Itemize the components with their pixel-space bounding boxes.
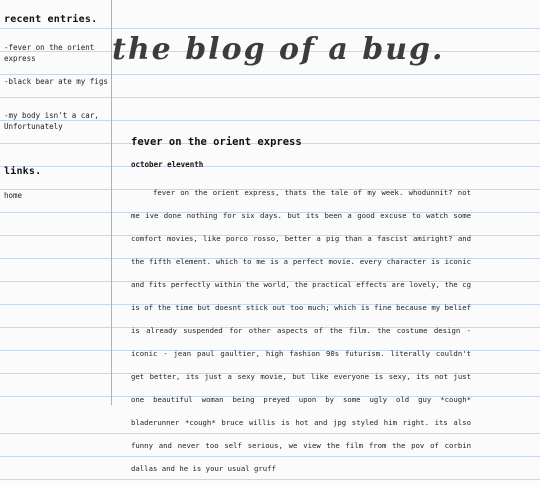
entry-item[interactable] [4, 42, 108, 64]
post-title: fever on the orient express [131, 136, 302, 148]
home-link[interactable]: home [4, 191, 23, 200]
entry-link-black-bear[interactable]: -black bear ate my figs [4, 77, 108, 86]
entry-item[interactable] [4, 76, 108, 87]
blog-post [131, 136, 471, 487]
sidebar [4, 14, 108, 200]
recent-entries-heading: recent entries. [4, 14, 98, 25]
entry-item[interactable] [4, 110, 108, 132]
post-body: fever on the orient express, thats the tale of my week. whodunnit? not me ive done nothing for six days. but its been a good excuse to watch some comfort movies, like porco rosso, better a pig than a fascist amiright? and the fifth element. which to me is a perfect movie. every character is iconic and fits perfectly within the world, the practical effects are lovely, the cg is of the time but doesnt stick out too much; which is fine because my belief is already suspended for other aspects of the film. the costume design - iconic - jean paul gaultier, high fashion 90s futurism. literally couldn't get better, its just a sexy movie, but like everyone is sexy, its not just one beautiful woman being preyed upon by some ugly old guy *cough* bladerunner *cough* bruce willis is hot and jpg styled him right. its also funny and never too self serious, we view the film from the pov of corbin dallas and he is your usual gruff [131, 188, 471, 473]
site-title: the blog of a bug. [112, 32, 445, 67]
post-date: october eleventh [131, 160, 204, 169]
entry-link-fever[interactable]: -fever on the orient express [4, 43, 95, 63]
entry-link-body-car[interactable]: -my body isn't a car, Unfortunately [4, 111, 99, 131]
links-heading: links. [4, 166, 42, 177]
